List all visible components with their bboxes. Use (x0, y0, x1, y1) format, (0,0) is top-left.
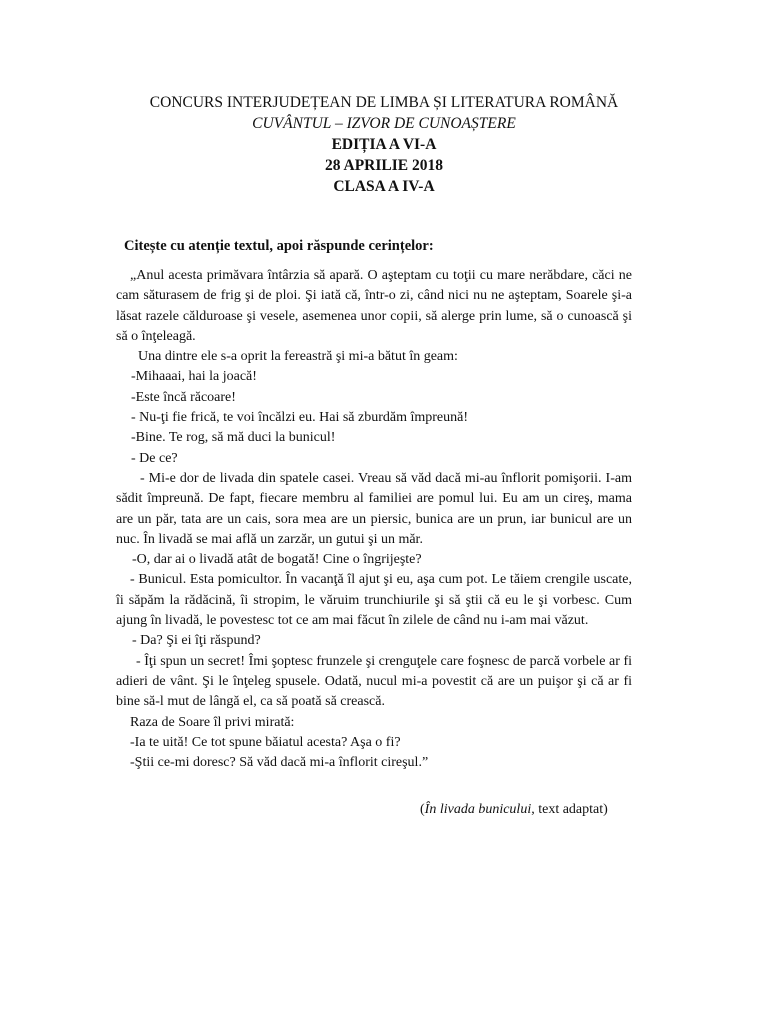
dialogue-line-8: - Bunicul. Esta pomicultor. În vacanţă îl ajut şi eu, aşa cum pot. Le tăiem crengile uscate, îi săpăm la rădăcină, îi stropim, le văruim trunchiurile şi să ştii că eu le şi vorbesc. Cum ajung în livadă, le povestesc tot ce am mai făcut în zilele de când nu i-am mai văzut. (116, 572, 632, 629)
dialogue-line-4: -Bine. Te rog, să mă duci la bunicul! (131, 430, 336, 446)
grade-level: CLASA A IV-A (333, 178, 435, 195)
dialogue-line-7: -O, dar ai o livadă atât de bogată! Cine o îngrijeşte? (132, 552, 422, 568)
citation-rest: , text adaptat) (531, 802, 608, 817)
edition: EDIȚIA A VI-A (331, 136, 437, 153)
dialogue-line-6: - Mi-e dor de livada din spatele casei. Vreau să văd dacă mi-au înflorit pomişorii. I-am sădit împreună. De fapt, fiecare membru al familiei are pomul lui. Eu am un cireş, mama are un păr, tata are un cais, sora mea are un piersic, bunica are un prun, iar bunicul are un nuc. În livadă se mai află un zarzăr, un gutui şi un măr. (116, 470, 632, 547)
dialogue-line-10: - Îţi spun un secret! Îmi şoptesc frunzele şi crenguţele care foşnesc de parcă vorbele ar fi adieri de vânt. Şi le înţeleg spusele. Odată, nucul mi-a povestit că are un puişor şi că ar fi bine să-l mut de lângă el, ca să poată să crească. (116, 653, 632, 710)
dialogue-line-12: -Ştii ce-mi doresc? Să văd dacă mi-a înflorit cireşul.” (130, 755, 429, 771)
instruction: Citește cu atenție textul, apoi răspunde cerințelor: (124, 238, 434, 254)
citation-open: ( (420, 802, 425, 817)
story-text (116, 266, 632, 773)
contest-motto: CUVÂNTUL – IZVOR DE CUNOAȘTERE (252, 115, 516, 132)
dialogue-line-3: - Nu-ţi fie frică, te voi încălzi eu. Hai să zburdăm împreună! (131, 410, 469, 426)
paragraph-2: Una dintre ele s-a oprit la fereastră şi mi-a bătut în geam: (138, 349, 458, 365)
dialogue-line-11: -Ia te uită! Ce tot spune băiatul acesta? Aşa o fi? (130, 734, 401, 750)
source-citation (420, 800, 608, 820)
dialogue-line-5: - De ce? (131, 450, 178, 466)
dialogue-line-9: - Da? Şi ei îţi răspund? (132, 633, 261, 649)
dialogue-line-2: -Este încă răcoare! (131, 389, 236, 405)
narration-line: Raza de Soare îl privi mirată: (130, 714, 295, 730)
contest-title: CONCURS INTERJUDEȚEAN DE LIMBA ȘI LITERATURA ROMÂNĂ (149, 94, 619, 111)
paragraph-1: „Anul acesta primăvara întârzia să apară. O aşteptam cu toţii cu mare nerăbdare, căci ne cam săturasem de frig şi de ploi. Şi iată că, într-o zi, când nici nu ne aşteptam, Soarele şi-a lăsat razele călduroase şi vesele, asemenea unor copii, să alerge prin lume, să o cunoască şi să o înţeleagă. (116, 268, 632, 344)
document-header (0, 92, 768, 197)
dialogue-line-1: -Mihaaai, hai la joacă! (131, 369, 257, 385)
source-title: În livada bunicului (424, 802, 532, 817)
contest-date: 28 APRILIE 2018 (325, 157, 443, 174)
